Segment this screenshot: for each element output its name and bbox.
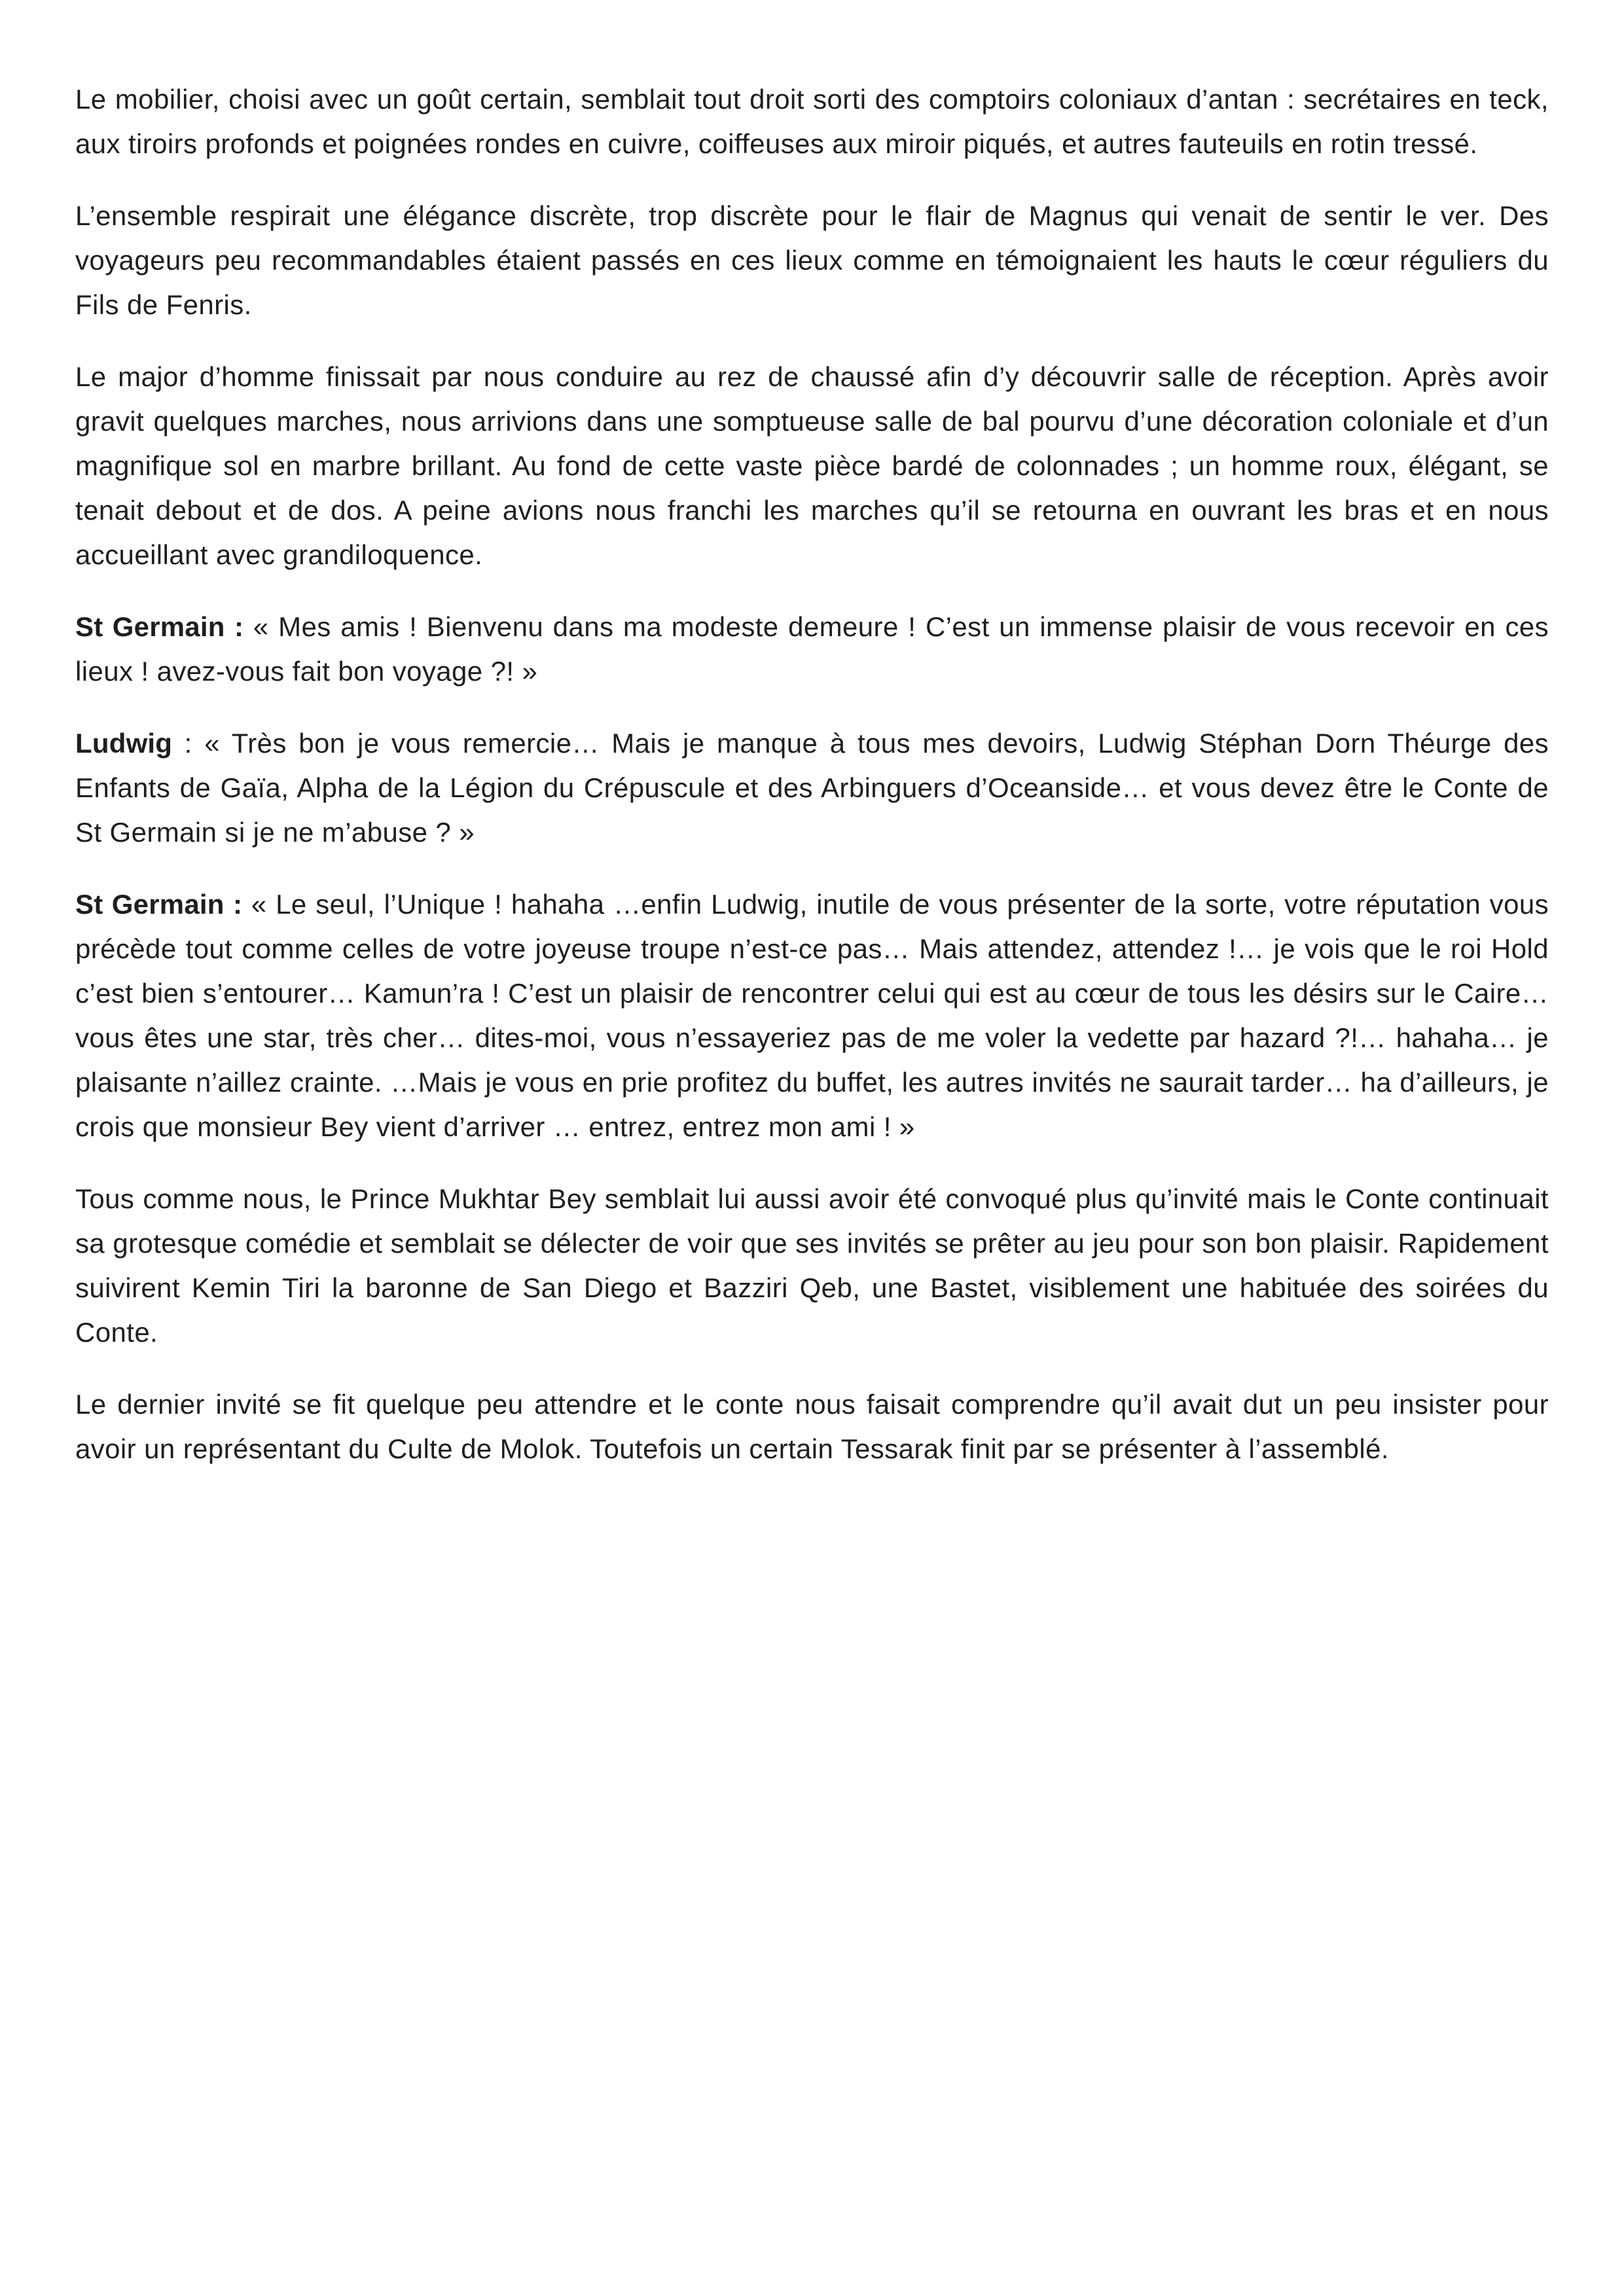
paragraph-text: Le mobilier, choisi avec un goût certain, semblait tout droit sorti des comptoirs coloniaux d’antan : secrétaires en teck, aux tiroirs profonds et poignées rondes en cuivre, coiffeuses aux miroir piqués, et autres fauteuils en rotin tressé.: [75, 84, 1549, 159]
speaker-label-st-germain: St Germain :: [75, 611, 244, 642]
paragraph-text: L’ensemble respirait une élégance discrète, trop discrète pour le flair de Magnus qui venait de sentir le ver. Des voyageurs peu recommandables étaient passés en ces lieux comme en témoignaient les hauts le cœur réguliers du Fils de Fenris.: [75, 200, 1549, 320]
paragraph-7: [75, 1177, 1549, 1355]
paragraph-6-st-germain: [75, 882, 1549, 1149]
paragraph-text: « Mes amis ! Bienvenu dans ma modeste demeure ! C’est un immense plaisir de vous recevoir en ces lieux ! avez-vous fait bon voyage ?! »: [75, 611, 1549, 687]
paragraph-8: [75, 1382, 1549, 1471]
paragraph-1: [75, 77, 1549, 166]
paragraph-text: Le major d’homme finissait par nous conduire au rez de chaussé afin d’y découvrir salle de réception. Après avoir gravit quelques marches, nous arrivions dans une somptueuse salle de bal pourvu d’une décoration coloniale et d’un magnifique sol en marbre brillant. Au fond de cette vaste pièce bardé de colonnades ; un homme roux, élégant, se tenait debout et de dos. A peine avions nous franchi les marches qu’il se retourna en ouvrant les bras et en nous accueillant avec grandiloquence.: [75, 361, 1549, 570]
paragraph-text: Le dernier invité se fit quelque peu attendre et le conte nous faisait comprendre qu’il avait dut un peu insister pour avoir un représentant du Culte de Molok. Toutefois un certain Tessarak finit par se présenter à l’assemblé.: [75, 1389, 1549, 1464]
paragraph-4-st-germain: [75, 605, 1549, 694]
paragraph-text: Tous comme nous, le Prince Mukhtar Bey semblait lui aussi avoir été convoqué plus qu’invité mais le Conte continuait sa grotesque comédie et semblait se délecter de voir que ses invités se prêter au jeu pour son bon plaisir. Rapidement suivirent Kemin Tiri la baronne de San Diego et Bazziri Qeb, une Bastet, visiblement une habituée des soirées du Conte.: [75, 1183, 1549, 1348]
speaker-label-st-germain: St Germain :: [75, 889, 243, 920]
speaker-label-ludwig: Ludwig: [75, 728, 173, 759]
paragraph-text: : « Très bon je vous remercie… Mais je manque à tous mes devoirs, Ludwig Stéphan Dorn Théurge des Enfants de Gaïa, Alpha de la Légion du Crépuscule et des Arbinguers d’Oceanside… et vous devez être le Conte de St Germain si je ne m’abuse ? »: [75, 728, 1549, 848]
paragraph-5-ludwig: [75, 721, 1549, 855]
paragraph-3: [75, 355, 1549, 577]
paragraph-2: [75, 194, 1549, 327]
paragraph-text: « Le seul, l’Unique ! hahaha …enfin Ludwig, inutile de vous présenter de la sorte, votre réputation vous précède tout comme celles de votre joyeuse troupe n’est-ce pas… Mais attendez, attendez !… je vois que le roi Hold c’est bien s’entourer… Kamun’ra ! C’est un plaisir de rencontrer celui qui est au cœur de tous les désirs sur le Caire… vous êtes une star, très cher… dites-moi, vous n’essayeriez pas de me voler la vedette par hazard ?!… hahaha… je plaisante n’aillez crainte. …Mais je vous en prie profitez du buffet, les autres invités ne saurait tarder… ha d’ailleurs, je crois que monsieur Bey vient d’arriver … entrez, entrez mon ami ! »: [75, 889, 1549, 1142]
